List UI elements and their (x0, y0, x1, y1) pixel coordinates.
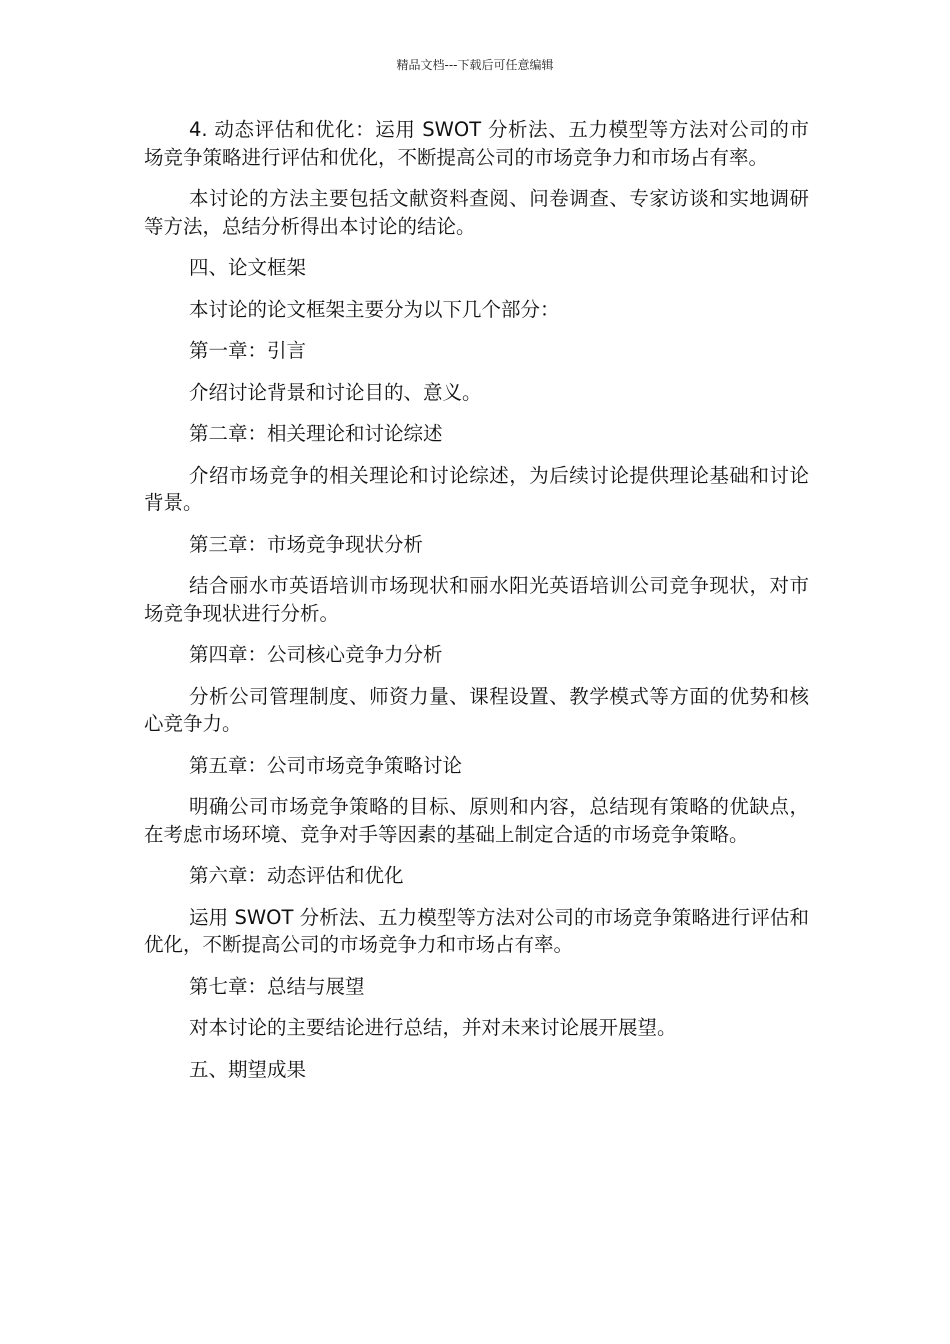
chapter-heading-4: 第四章：公司核心竞争力分析 (189, 643, 443, 666)
chapter-heading-2: 第二章：相关理论和讨论综述 (189, 422, 443, 445)
chapter-heading-3: 第三章：市场竞争现状分析 (189, 532, 424, 556)
page-header: 精品文档---下载后可任意编辑 (396, 58, 554, 72)
chapter-heading-7: 第七章：总结与展望 (189, 974, 365, 998)
section-heading-framework: 四、论文框架 (189, 256, 307, 279)
chapter-heading-6: 第六章：动态评估和优化 (189, 864, 404, 887)
chapter-description-3: 结合丽水市英语培训市场现状和丽水阳光英语培训公司竞争现状，对市场竞争现状进行分析。 (144, 574, 809, 625)
chapter-description-1: 介绍讨论背景和讨论目的、意义。 (189, 380, 482, 404)
chapter-heading-1: 第一章：引言 (189, 339, 307, 362)
paragraph-research-methods: 本讨论的方法主要包括文献资料查阅、问卷调查、专家访谈和实地调研等方法，总结分析得出本讨论的结论。 (144, 187, 809, 238)
paragraph-dynamic-evaluation: 4. 动态评估和优化：运用 SWOT 分析法、五力模型等方法对公司的市场竞争策略进行评估和优化，不断提高公司的市场竞争力和市场占有率。 (144, 118, 809, 169)
section-heading-expected-results: 五、期望成果 (189, 1057, 307, 1081)
chapter-description-6: 运用 SWOT 分析法、五力模型等方法对公司的市场竞争策略进行评估和优化，不断提高公司的市场竞争力和市场占有率。 (144, 905, 809, 956)
chapter-description-7: 对本讨论的主要结论进行总结，并对未来讨论展开展望。 (189, 1016, 677, 1039)
chapter-description-2: 介绍市场竞争的相关理论和讨论综述，为后续讨论提供理论基础和讨论背景。 (144, 463, 809, 514)
chapter-description-5: 明确公司市场竞争策略的目标、原则和内容，总结现有策略的优缺点，在考虑市场环境、竞争对手等因素的基础上制定合适的市场竞争策略。 (144, 795, 809, 846)
chapter-description-4: 分析公司管理制度、师资力量、课程设置、教学模式等方面的优势和核心竞争力。 (144, 684, 809, 735)
chapter-heading-5: 第五章：公司市场竞争策略讨论 (189, 753, 463, 777)
document-body (144, 116, 809, 1097)
paragraph-framework-intro: 本讨论的论文框架主要分为以下几个部分： (189, 297, 560, 321)
